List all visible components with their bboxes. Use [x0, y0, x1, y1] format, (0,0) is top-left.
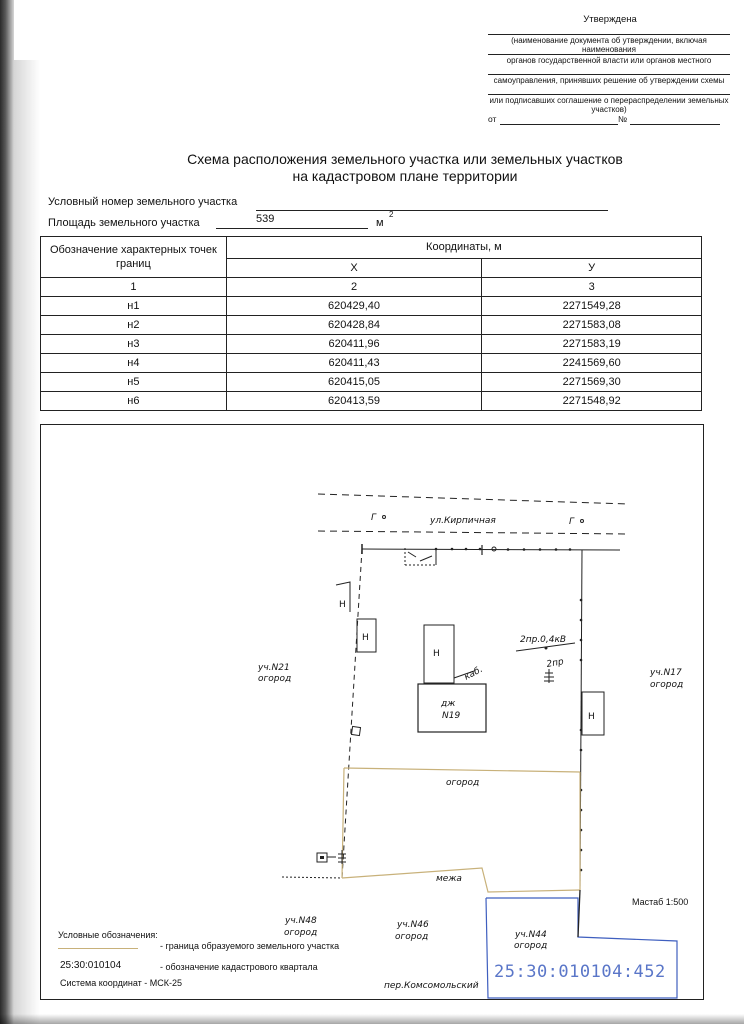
- legend-boundary-text: - граница образуемого земельного участка: [160, 941, 340, 951]
- y-cell: 2271548,92: [482, 392, 702, 411]
- svg-text:Н: Н: [362, 633, 369, 643]
- legend-quarter-code: 25:30:010104: [60, 960, 122, 971]
- svg-text:огород: огород: [258, 674, 292, 684]
- svg-text:огород: огород: [395, 932, 429, 942]
- svg-text:уч.N46: уч.N46: [397, 920, 429, 930]
- point-cell: н5: [41, 373, 227, 392]
- col-header-y: У: [482, 258, 702, 277]
- pole-mark: [351, 726, 360, 735]
- svg-text:Н: Н: [339, 600, 346, 610]
- svg-text:пер.Комсомольский: пер.Комсомольский: [384, 981, 479, 991]
- svg-text:уч.N48: уч.N48: [285, 916, 317, 926]
- x-cell: 620411,43: [226, 354, 482, 373]
- svg-text:каб.: каб.: [462, 664, 485, 683]
- svg-text:N19: N19: [442, 711, 461, 721]
- x-cell: 620429,40: [226, 297, 482, 316]
- fence-line: [362, 549, 620, 550]
- svg-text:огород: огород: [446, 778, 480, 788]
- svg-text:межа: межа: [436, 874, 462, 884]
- y-cell: 2271549,28: [482, 297, 702, 316]
- schema-title-line2: на кадастровом плане территории: [292, 168, 518, 184]
- svg-text:Н: Н: [433, 649, 440, 659]
- svg-text:2пр.0,4кВ: 2пр.0,4кВ: [520, 635, 567, 645]
- index-cell-1: 1: [41, 278, 227, 297]
- plot-boundary-left: [342, 549, 362, 878]
- legend-title: Условные обозначения:: [58, 930, 158, 940]
- point-cell: н3: [41, 335, 227, 354]
- plot-area-label: Площадь земельного участка: [48, 217, 200, 229]
- neighbor-boundary: [282, 877, 342, 878]
- x-cell: 620415,05: [226, 373, 482, 392]
- approval-title: Утверждена: [583, 14, 637, 25]
- pole-icon: [383, 516, 386, 519]
- svg-text:уч.N44: уч.N44: [515, 930, 547, 940]
- point-cell: н1: [41, 297, 227, 316]
- svg-text:огород: огород: [514, 941, 548, 951]
- svg-text:дж: дж: [441, 699, 456, 709]
- col-header-x: X: [226, 258, 482, 277]
- pole-icon: [581, 520, 584, 523]
- plot-number-label: Условный номер земельного участка: [48, 196, 238, 208]
- y-cell: 2271583,19: [482, 335, 702, 354]
- plot-area-unit: м: [376, 217, 384, 229]
- approval-line-4: или подписавших соглашение о перераспределении земельных участков): [489, 96, 729, 114]
- plot-area-value: 539: [256, 213, 275, 225]
- map-scale: Мастаб 1:500: [632, 897, 689, 907]
- schema-title-line1: Схема расположения земельного участка или земельных участков: [187, 151, 623, 167]
- svg-text:огород: огород: [650, 680, 684, 690]
- g-label: Г: [371, 513, 377, 523]
- date-prefix: от: [488, 114, 497, 124]
- point-cell: н4: [41, 354, 227, 373]
- tree-icon: [544, 669, 554, 683]
- svg-text:2пр: 2пр: [545, 657, 565, 670]
- street-edge-line: [318, 531, 628, 534]
- g-label: Г: [569, 517, 575, 527]
- approval-line-3: самоуправления, принявших решение об утверждении схемы: [488, 74, 730, 86]
- approval-line-2: органов государственной власти или органов местного: [488, 54, 730, 66]
- plot-area-unit-sup: 2: [389, 210, 394, 219]
- cadastral-number-stamp: 25:30:010104:452: [494, 962, 666, 982]
- svg-text:уч.N21: уч.N21: [258, 663, 290, 673]
- col-header-point: Обозначение характерных точек границ: [41, 237, 227, 278]
- y-cell: 2271583,08: [482, 316, 702, 335]
- approval-line-1: (наименование документа об утверждении, включая наименования: [488, 34, 730, 46]
- coordinate-system: Система координат - МСК-25: [60, 978, 183, 988]
- tree-icon: [338, 850, 346, 864]
- point-cell: н2: [41, 316, 227, 335]
- col-header-coords: Координаты, м: [226, 237, 701, 259]
- index-cell-2: 2: [226, 278, 482, 297]
- x-cell: 620411,96: [226, 335, 482, 354]
- y-cell: 2271569,30: [482, 373, 702, 392]
- svg-text:огород: огород: [284, 928, 318, 938]
- x-cell: 620413,59: [226, 392, 482, 411]
- x-cell: 620428,84: [226, 316, 482, 335]
- number-prefix: №: [618, 114, 628, 124]
- svg-text:уч.N17: уч.N17: [650, 668, 682, 678]
- y-cell: 2241569,60: [482, 354, 702, 373]
- svg-text:Н: Н: [588, 712, 595, 722]
- street-edge-line: [318, 494, 628, 504]
- street-label: ул.Кирпичная: [430, 516, 496, 526]
- index-cell-3: 3: [482, 278, 702, 297]
- legend-boundary-swatch: [58, 948, 138, 949]
- legend-quarter-text: - обозначение кадастрового квартала: [160, 962, 318, 972]
- point-cell: н6: [41, 392, 227, 411]
- garden-boundary: [344, 768, 580, 772]
